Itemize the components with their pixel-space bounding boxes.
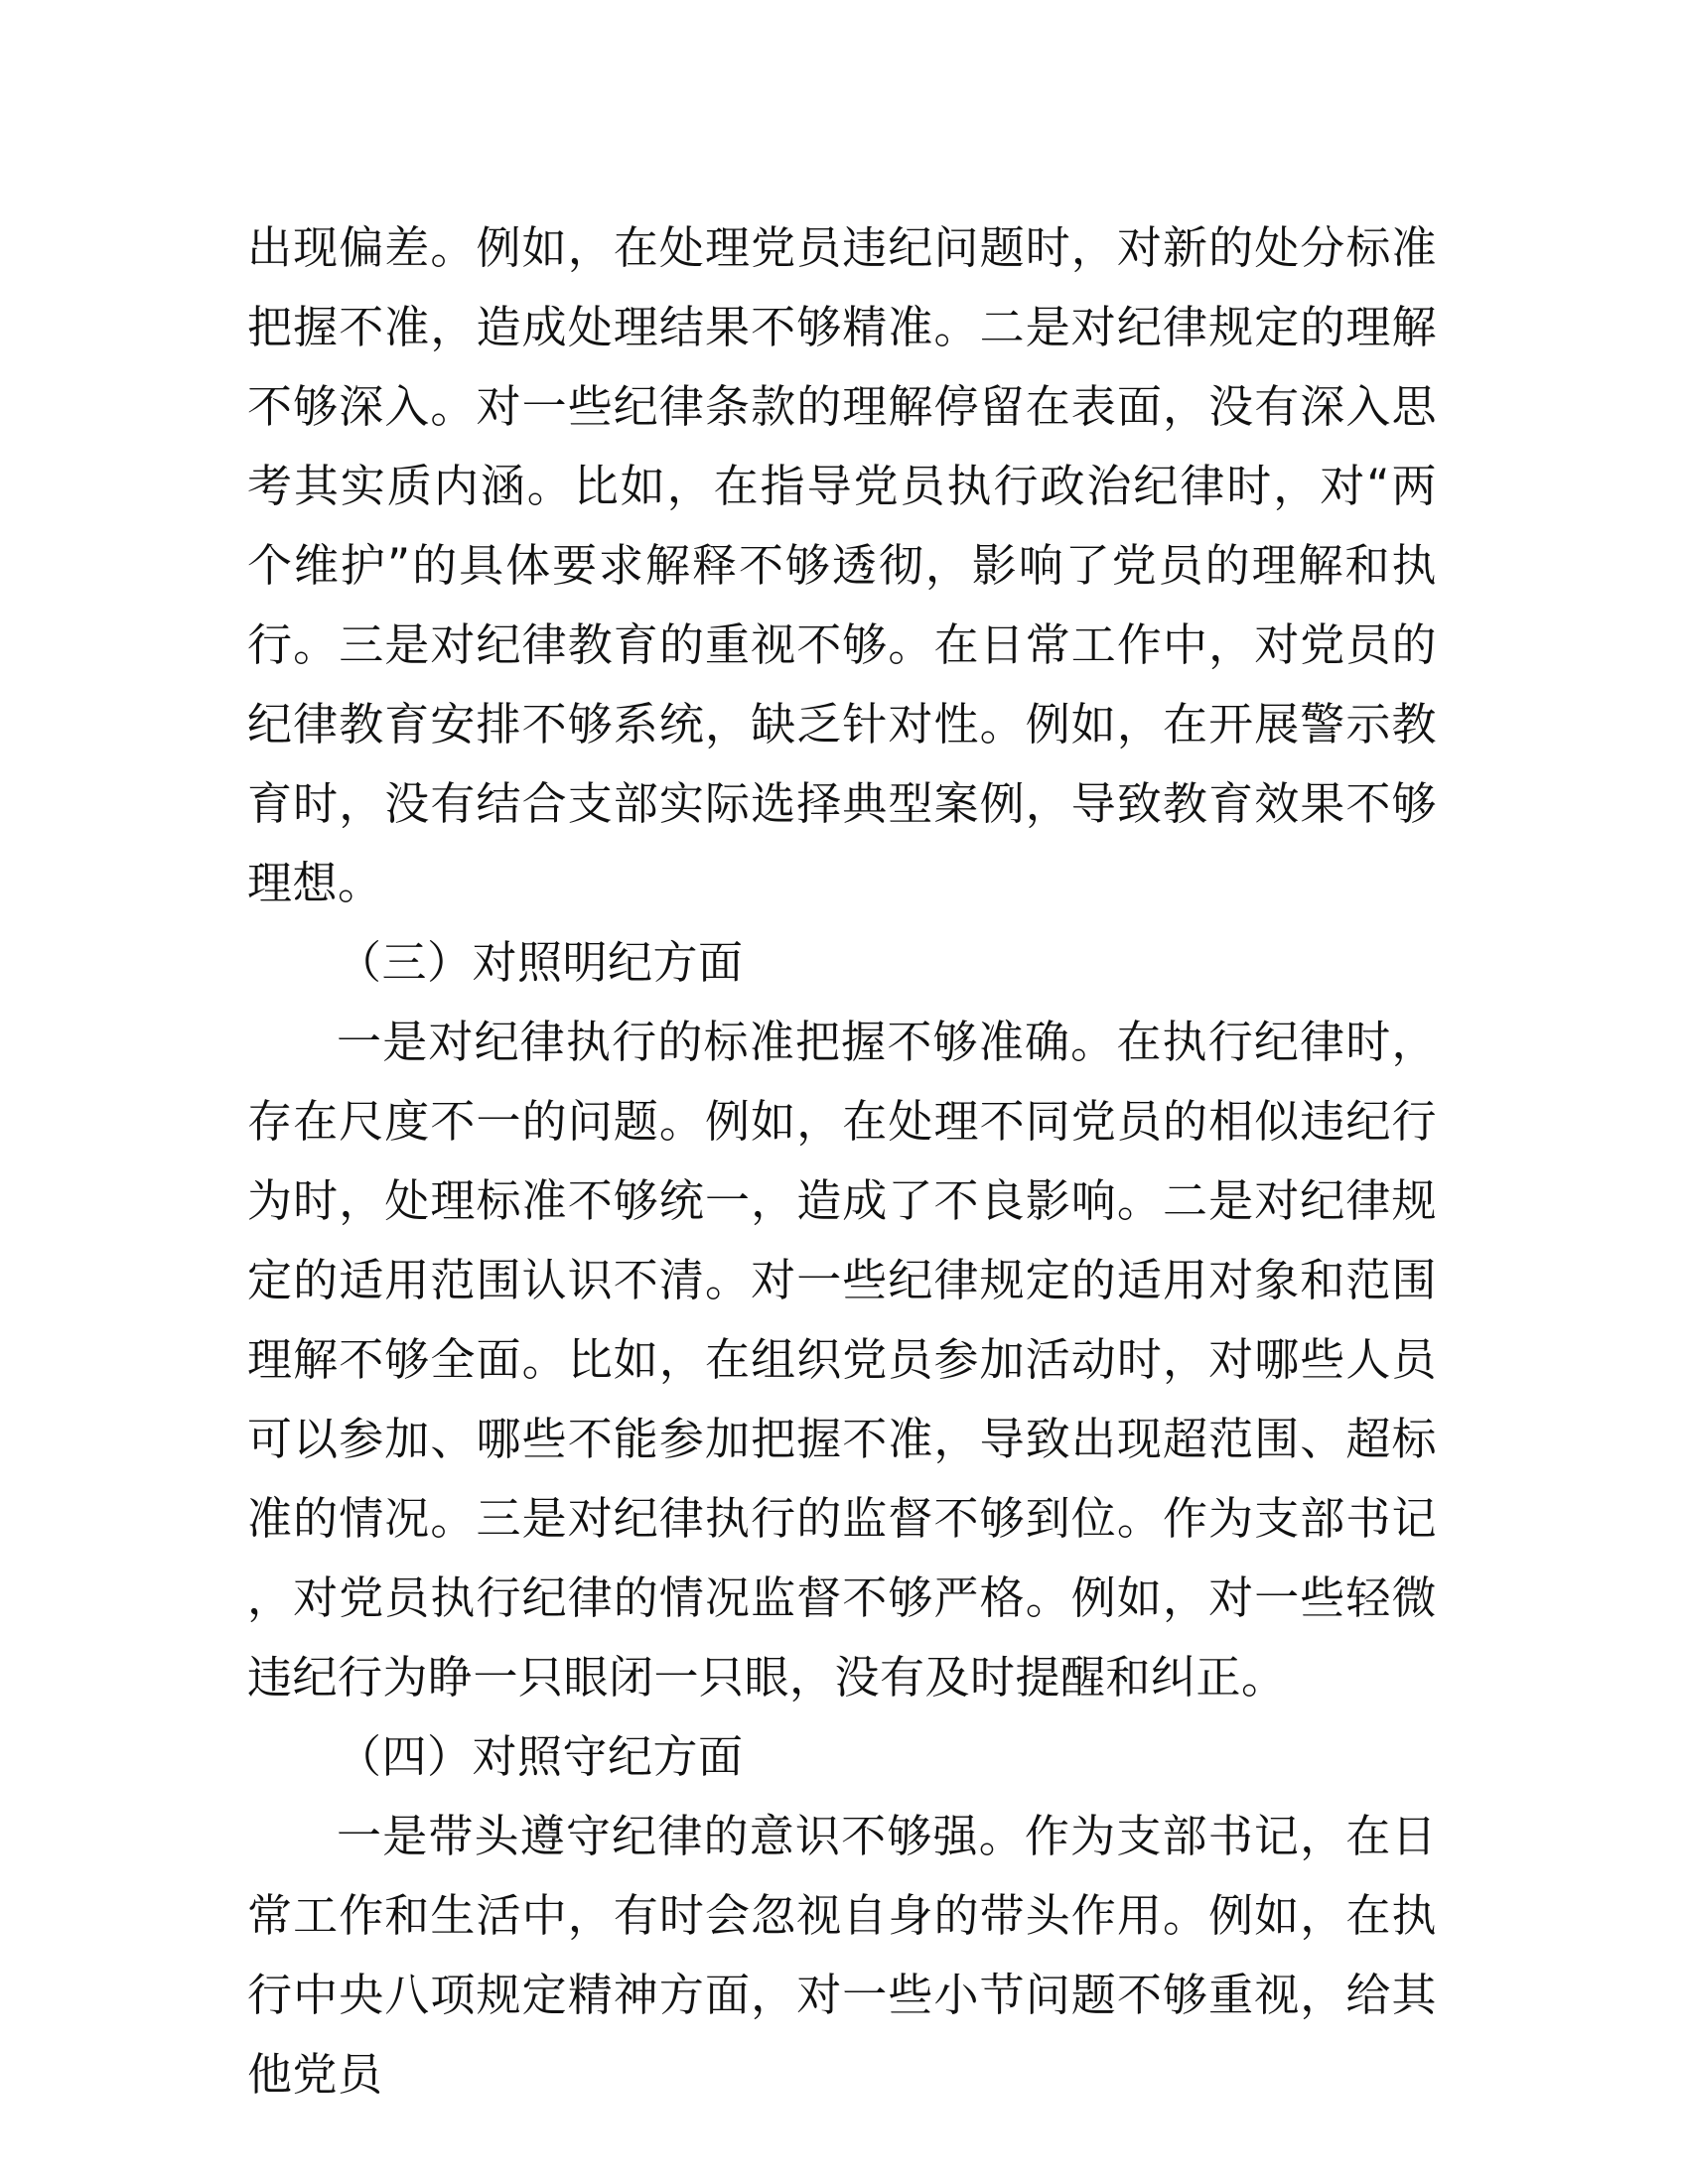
section-heading: （三）对照明纪方面 <box>337 936 744 989</box>
body-paragraph: 出现偏差。例如，在处理党员违纪问题时，对新的处分标准把握不准，造成处理结果不够精准。二是对纪律规定的理解不够深入。对一些纪律条款的理解停留在表面，没有深入思考其实质内涵。比如，在指导党员执行政治纪律时，对“两个维护”的具体要求解释不够透彻，影响了党员的理解和执行。三是对纪律教育的重视不够。在日常工作中，对党员的纪律教育安排不够系统，缺乏针对性。例如，在开展警示教育时，没有结合支部实际选择典型案例，导致教育效果不够理想。 <box>247 221 1437 909</box>
document-body <box>247 208 1437 2115</box>
body-paragraph: 一是带头遵守纪律的意识不够强。作为支部书记，在日常工作和生活中，有时会忽视自身的带头作用。例如，在执行中央八项规定精神方面，对一些小节问题不够重视，给其他党员 <box>247 1810 1437 2101</box>
body-paragraph: 一是对纪律执行的标准把握不够准确。在执行纪律时，存在尺度不一的问题。例如，在处理不同党员的相似违纪行为时，处理标准不够统一，造成了不良影响。二是对纪律规定的适用范围认识不清。对一些纪律规定的适用对象和范围理解不够全面。比如，在组织党员参加活动时，对哪些人员可以参加、哪些不能参加把握不准，导致出现超范围、超标准的情况。三是对纪律执行的监督不够到位。作为支部书记，对党员执行纪律的情况监督不够严格。例如，对一些轻微违纪行为睁一只眼闭一只眼，没有及时提醒和纠正。 <box>247 1016 1437 1704</box>
section-heading: （四）对照守纪方面 <box>337 1730 744 1783</box>
